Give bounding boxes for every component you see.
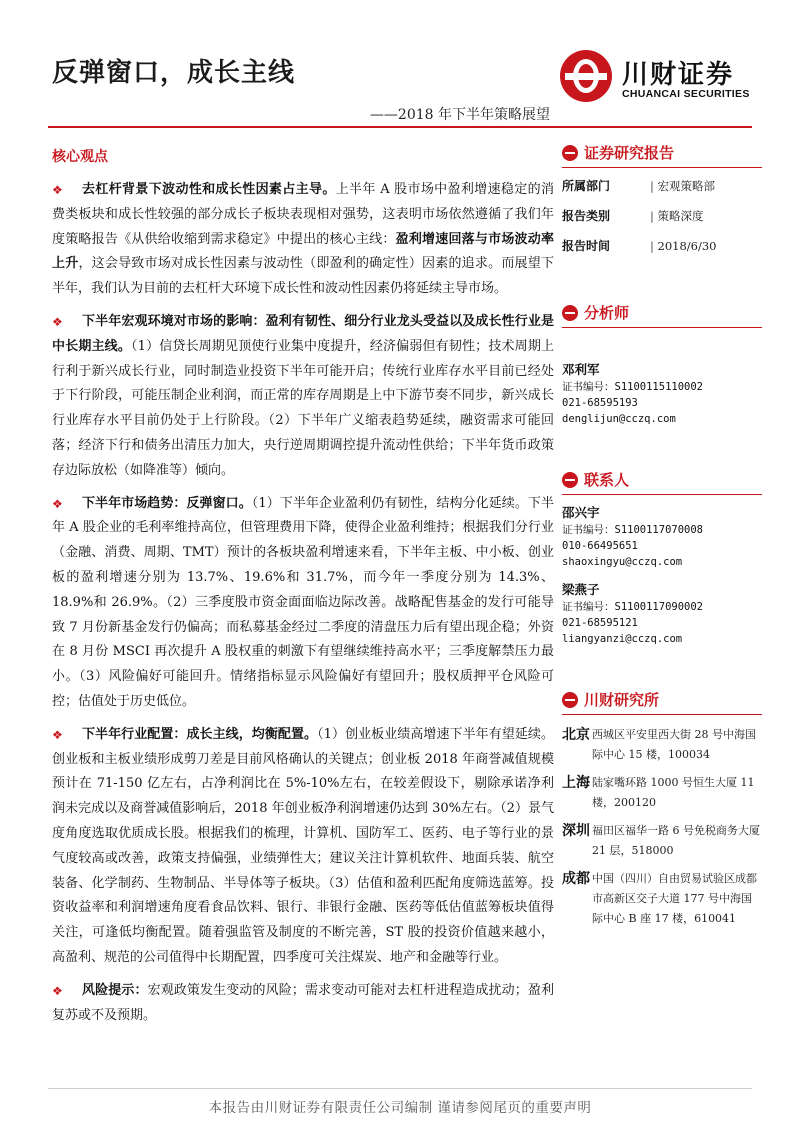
logo-small-icon (562, 472, 578, 488)
core-paragraph: ❖ 下半年宏观环境对市场的影响：盈利有韧性、细分行业龙头受益以及成长性行业是中长期主线。（1）信贷长周期见顶使行业集中度提升，经济偏弱但有韧性；技术周期上行利于新兴成长行业，同时制造业投资下半年可能开启；传统行业库存水平目前已经处于下行阶段，可能压制企业利润，而正常的库存周期是上中下游节奏不同步，新兴成长行业库存水平目前仍处于上行阶段。（2）下半年广义缩表趋势延续，融资需求可能回落；经济下行和债务出清压力加大，央行逆周期调控提升流动性供给；下半年货币政策存边际放松（如降准等）倾向。 (52, 310, 554, 484)
contact-section-head: 联系人 (562, 469, 762, 490)
core-views (52, 146, 554, 1036)
diamond-bullet-icon: ❖ (52, 496, 63, 511)
diamond-bullet-icon: ❖ (52, 727, 63, 742)
page-subtitle: ——2018 年下半年策略展望 (369, 107, 550, 123)
office-address: 上海 陆家嘴环路 1000 号恒生大厦 11 楼，200120 (562, 775, 755, 809)
footer-disclaimer: 本报告由川财证券有限责任公司编制 谨请参阅尾页的重要声明 (208, 1100, 592, 1116)
logo-small-icon (562, 305, 578, 321)
contact-email[interactable]: shaoxingyu@cczq.com (562, 556, 683, 568)
office-address: 北京 西城区平安里西大街 28 号中海国际中心 15 楼，100034 (562, 727, 756, 761)
contact-card: 梁燕子 证书编号：S1100117090002 021-68595121 liangyanzi@cczq.com (562, 582, 762, 647)
sidebar (562, 142, 762, 937)
core-heading: 核心观点 (52, 149, 108, 165)
diamond-bullet-icon: ❖ (52, 183, 63, 197)
core-paragraph: ❖ 下半年行业配置：成长主线，均衡配置。（1）创业板业绩高增速下半年有望延续。创业板和主板业绩形成剪刀差是目前风格确认的关键点；创业板 2018 年商誉减值规模预计在 71-150 亿左右，占净利润比在 5%-10%左右，在较差假设下，剔除承诺净利润未完成以及商誉减值影响后，2018 年创业板净利润增速仍达到 30%左右。（2）景气度角度选取优质成长股。根据我们的梳理，计算机、国防军工、医药、电子等行业的景气度较高或改善，政策支持偏强，业绩弹性大；建议关注计算机软件、地面兵装、航空装备、化学制药、生物制品、半导体等子板块。（3）估值和盈利匹配角度筛选蓝筹。投资收益率和利润增速角度看食品饮料、银行、非银行金融、医药等低估值蓝筹板块值得关注，可逢低均衡配置。随着强监管及制度的不断完善，ST 股的投资价值越来越小，高盈利、规范的公司值得中长期配置，四季度可关注煤炭、地产和金融等行业。 (52, 723, 554, 971)
diamond-bullet-icon: ❖ (52, 983, 63, 998)
page-title: 反弹窗口，成长主线 (52, 58, 296, 88)
office-address: 深圳 福田区福华一路 6 号免税商务大厦 21 层，518000 (562, 823, 760, 857)
logo-english: CHUANCAI SECURITIES (622, 88, 750, 100)
core-paragraph: ❖ 去杠杆背景下波动性和成长性因素占主导。上半年 A 股市场中盈利增速稳定的消费类板块和成长性较强的部分成长子板块表现相对强势，这表明市场依然遵循了我们年度策略报告《从供给收缩到需求稳定》中提出的核心主线：盈利增速回落与市场波动率上升，这会导致市场对成长性因素与波动性（即盈利的确定性）因素的追求。而展望下半年，我们认为目前的去杠杆大环境下成长性和波动性因素仍将延续主导市场。 (52, 178, 554, 302)
logo-name: 川财证券 (622, 60, 735, 90)
report-section-head: 证券研究报告 (562, 142, 762, 163)
logo-mark-icon (560, 50, 612, 102)
header-divider (48, 126, 752, 128)
core-paragraph: ❖ 风险提示：宏观政策发生变动的风险；需求变动可能对去杠杆进程造成扰动；盈利复苏或不及预期。 (52, 979, 554, 1029)
institute-section-head: 川财研究所 (562, 689, 762, 710)
contact-card: 邵兴宇 证书编号：S1100117070008 010-66495651 shaoxingyu@cczq.com (562, 505, 762, 570)
analyst-section-head: 分析师 (562, 302, 762, 323)
footer-divider (48, 1088, 752, 1089)
core-paragraph: ❖ 下半年市场趋势：反弹窗口。（1）下半年企业盈利仍有韧性，结构分化延续。下半年 A 股企业的毛利率维持高位，但管理费用下降，使得企业盈利维持；根据我们分行业（金融、消费、周期、TMT）预计的各板块盈利增速来看，下半年主板、中小板、创业板的盈利增速分别为 13.7%、19.6%和 31.7%，而今年一季度分别为 14.3%、18.9%和 26.9%。（2）三季度股市资金面面临边际改善。战略配售基金的发行可能导致 7 月份新基金发行仍偏高；而私募基金经过二季度的清盘压力后有望出现企稳；外资在 8 月份 MSCI 再次提升 A 股权重的刺激下有望继续维持高水平；三季度解禁压力最小。（3）风险偏好可能回升。情绪指标显示风险偏好有望回升；股权质押平仓风险可控；估值处于历史低位。 (52, 492, 554, 715)
logo-small-icon (562, 692, 578, 708)
office-address: 成都 中国（四川）自由贸易试验区成都市高新区交子大道 177 号中海国际中心 B 座 17 楼，610041 (562, 871, 757, 925)
meta-row: 报告类别 | 策略深度 (562, 208, 762, 224)
logo-small-icon (562, 145, 578, 161)
company-logo (560, 50, 760, 108)
meta-row: 报告时间 | 2018/6/30 (562, 238, 762, 254)
contact-email[interactable]: liangyanzi@cczq.com (562, 633, 683, 645)
meta-row: 所属部门 | 宏观策略部 (562, 178, 762, 194)
analyst-email[interactable]: denglijun@cczq.com (562, 413, 676, 425)
analyst-card: 邓利军 证书编号：S1100115110002 021-68595193 denglijun@cczq.com (562, 362, 762, 427)
diamond-bullet-icon: ❖ (52, 314, 63, 329)
